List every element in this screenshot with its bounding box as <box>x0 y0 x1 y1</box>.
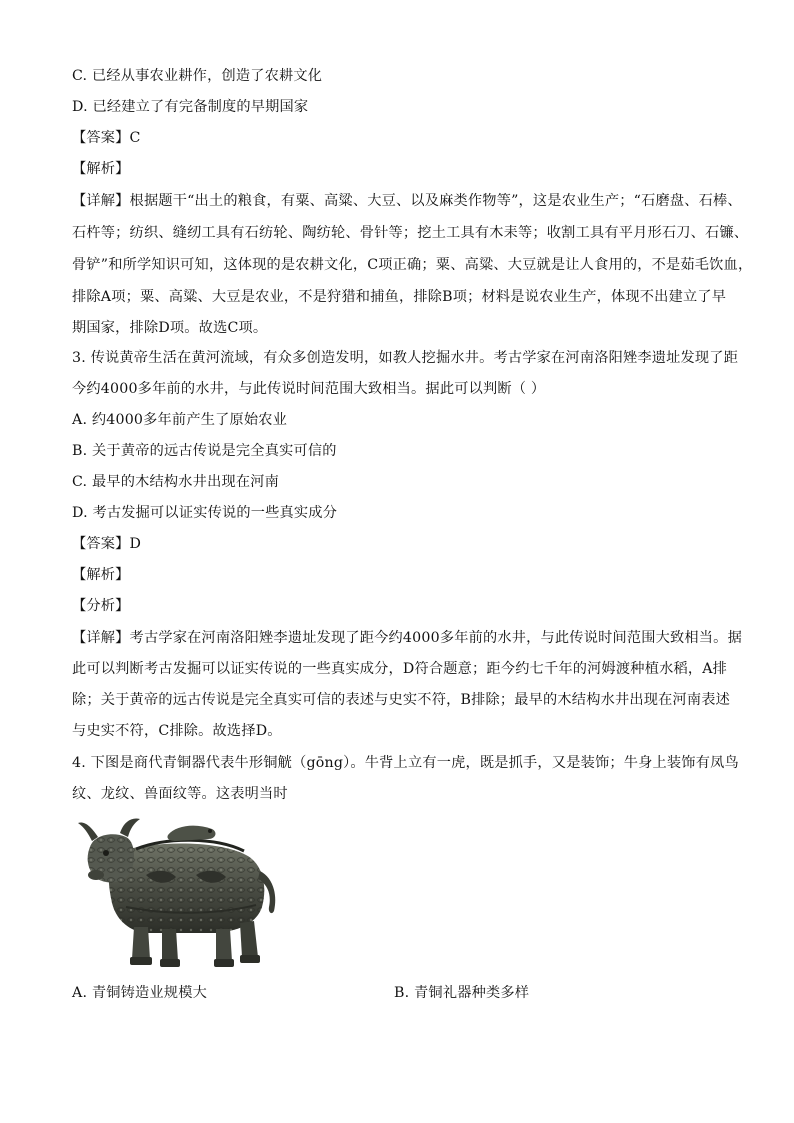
q3-detail-line-4: 与史实不符，C排除。故选择D。 <box>72 723 282 739</box>
q3-fenxi-label: 【分析】 <box>72 598 130 614</box>
q4-option-a: A. 青铜铸造业规模大 <box>72 985 207 1001</box>
q4-stem-line-1: 4. 下图是商代青铜器代表牛形铜觥（gōng）。牛背上立有一虎，既是抓手，又是装饰；牛身上装饰有凤鸟 <box>72 755 739 771</box>
q2-detail-line-1: 【详解】根据题干“出土的粮食，有粟、高粱、大豆、以及麻类作物等”，这是农业生产；“石磨盘、石棒、 <box>72 193 742 209</box>
q4-option-b: B. 青铜礼器种类多样 <box>394 985 530 1001</box>
q3-option-c: C. 最早的木结构水井出现在河南 <box>72 474 280 490</box>
q3-detail-line-3: 除；关于黄帝的远古传说是完全真实可信的表述与史实不符，B排除；最早的木结构水井出现在河南表述 <box>72 692 731 708</box>
q2-answer: 【答案】C <box>72 130 141 146</box>
q3-option-d: D. 考古发掘可以证实传说的一些真实成分 <box>72 505 338 521</box>
q3-detail-line-2: 此可以判断考古发掘可以证实传说的一些真实成分，D符合题意；距今约七千年的河姆渡种植水稻，A排 <box>72 661 728 677</box>
bronze-ox-gong-image <box>76 815 288 971</box>
q2-detail-line-5: 期国家，排除D项。故选C项。 <box>72 320 268 336</box>
q4-stem-line-2: 纹、龙纹、兽面纹等。这表明当时 <box>72 786 288 802</box>
q3-stem-line-2: 今约4000多年前的水井，与此传说时间范围大致相当。据此可以判断（ ） <box>72 381 546 397</box>
q3-option-b: B. 关于黄帝的远古传说是完全真实可信的 <box>72 443 337 459</box>
q2-analysis-label: 【解析】 <box>72 161 130 177</box>
q3-answer: 【答案】D <box>72 536 142 552</box>
q3-analysis-label: 【解析】 <box>72 567 130 583</box>
q3-detail-line-1: 【详解】考古学家在河南洛阳矬李遗址发现了距今约4000多年前的水井，与此传说时间范围大致相当。据 <box>72 630 742 646</box>
q2-option-c: C. 已经从事农业耕作，创造了农耕文化 <box>72 68 323 84</box>
q2-detail-line-3: 骨铲”和所学知识可知，这体现的是农耕文化，C项正确；粟、高粱、大豆就是让人食用的，不是茹毛饮血， <box>72 257 753 273</box>
q2-option-d: D. 已经建立了有完备制度的早期国家 <box>72 99 309 115</box>
q3-option-a: A. 约4000多年前产生了原始农业 <box>72 412 288 428</box>
q2-detail-line-2: 石杵等；纺织、缝纫工具有石纺轮、陶纺轮、骨针等；挖土工具有木耒等；收割工具有平月形石刀、石镰、 <box>72 225 749 241</box>
q4-options-row <box>72 983 732 1003</box>
q3-stem-line-1: 3. 传说黄帝生活在黄河流域，有众多创造发明，如教人挖掘水井。考古学家在河南洛阳矬李遗址发现了距 <box>72 350 739 366</box>
q2-detail-line-4: 排除A项；粟、高粱、大豆是农业，不是狩猎和捕鱼，排除B项；材料是说农业生产，体现不出建立了早 <box>72 289 727 305</box>
